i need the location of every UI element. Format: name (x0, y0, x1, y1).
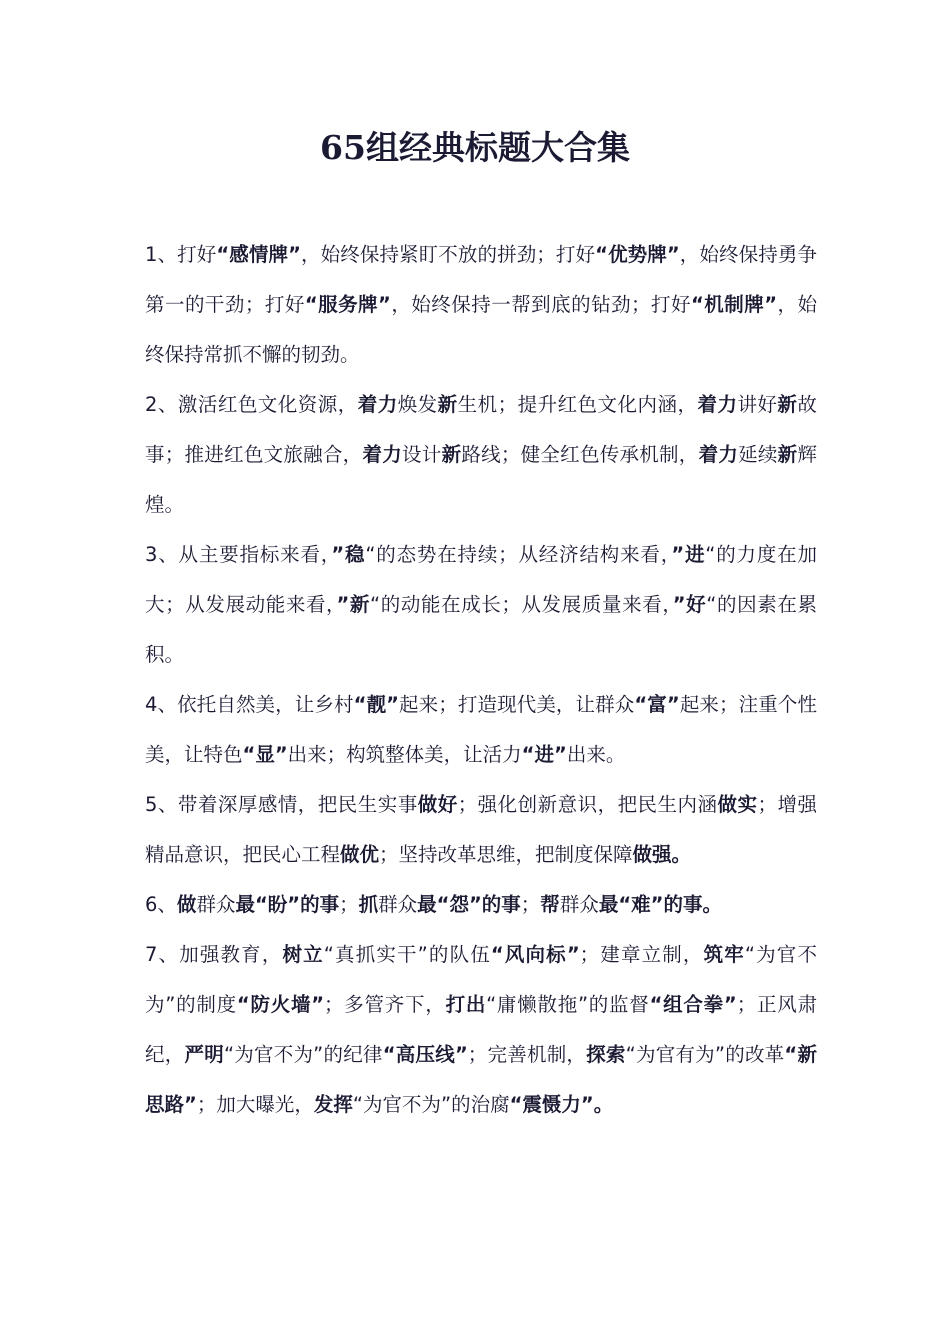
body-text: 群众 (378, 893, 418, 916)
emphasis-text: 新 (441, 443, 462, 466)
body-text: 出来。 (566, 743, 626, 766)
emphasis-text: 做强。 (632, 843, 692, 866)
emphasis-text: 着力 (698, 443, 739, 466)
body-text: ，始终保持一帮到底的钻劲；打好 (390, 293, 691, 316)
body-text: ；增强精品意识，把民心工程 (145, 793, 817, 866)
emphasis-text: 新 (777, 443, 798, 466)
emphasis-text: 着力 (697, 393, 738, 416)
emphasis-text: 做好 (417, 793, 458, 816)
body-text: ； (339, 893, 359, 916)
body-text: 讲好 (737, 393, 778, 416)
emphasis-text: 探索 (586, 1043, 626, 1066)
emphasis-text: “靓” (353, 693, 399, 716)
body-text: ；坚持改革思维，把制度保障 (379, 843, 633, 866)
paragraph (145, 780, 817, 880)
emphasis-text: 做优 (340, 843, 380, 866)
body-text: 3、从主要指标来看， (145, 543, 332, 566)
body-text: 群众 (196, 893, 236, 916)
emphasis-text: 新 (777, 393, 798, 416)
emphasis-text: ”新 (336, 593, 370, 616)
document-title: 65组经典标题大合集 (320, 128, 630, 167)
emphasis-text: “感情牌” (216, 243, 301, 266)
emphasis-text: 做 (176, 893, 197, 916)
body-text: “真抓实干”的队伍 (323, 943, 491, 966)
emphasis-text: “优势牌” (595, 243, 680, 266)
emphasis-text: ”稳 (331, 543, 366, 566)
body-text: ；多管齐下， (324, 993, 446, 1016)
emphasis-text: 抓 (358, 893, 379, 916)
emphasis-text: 帮 (540, 893, 560, 916)
emphasis-text: 最“怨”的事 (417, 893, 521, 916)
document-body (145, 230, 817, 1130)
body-text: 辉煌。 (145, 443, 817, 516)
emphasis-text: 新 (437, 393, 458, 416)
body-text: ，始终保持紧盯不放的拼劲；打好 (300, 243, 596, 266)
body-text: 出来；构筑整体美，让活力 (287, 743, 522, 766)
emphasis-text: 严明 (184, 1043, 224, 1066)
body-text: ，始终保持常抓不懈的韧劲。 (145, 293, 817, 366)
emphasis-text: 发挥 (313, 1093, 353, 1116)
body-text: 延续 (738, 443, 778, 466)
body-text: 故事；推进红色文旅融合， (145, 393, 817, 466)
emphasis-text: 着力 (362, 443, 403, 466)
paragraph (145, 880, 817, 930)
emphasis-text: “服务牌” (304, 293, 391, 316)
emphasis-text: ”进 (671, 543, 706, 566)
paragraph (145, 930, 817, 1130)
body-text: ；完善机制， (467, 1043, 587, 1066)
body-text: “的态势在持续；从经济结构来看， (365, 543, 672, 566)
body-text: ；强化创新意识，把民生内涵 (457, 793, 718, 816)
paragraph (145, 230, 817, 380)
emphasis-text: 最“盼”的事 (235, 893, 340, 916)
emphasis-text: “震慑力”。 (509, 1093, 614, 1116)
emphasis-text: 筑牢 (703, 943, 745, 966)
body-text: 路线；健全红色传承机制， (461, 443, 699, 466)
body-text: “为官不为”的制度 (145, 943, 817, 1016)
body-text: “的动能在成长；从发展质量来看， (370, 593, 673, 616)
body-text: “庸懒散拖”的监督 (486, 993, 650, 1016)
emphasis-text: ”好 (672, 593, 707, 616)
body-text: ；加大曝光， (196, 1093, 314, 1116)
body-text: 群众 (559, 893, 599, 916)
body-text: 起来；打造现代美，让群众 (398, 693, 635, 716)
emphasis-text: “新思路” (145, 1043, 817, 1116)
body-text: 起来；注重个性美，让特色 (145, 693, 817, 766)
emphasis-text: “防火墙” (236, 993, 325, 1016)
body-text: ，始终保持勇争第一的干劲；打好 (145, 243, 817, 316)
body-text: 7、加强教育， (145, 943, 283, 966)
body-text: ；正风肃纪， (145, 993, 817, 1066)
paragraph (145, 680, 817, 780)
body-text: ；建章立制， (579, 943, 704, 966)
body-text: “的力度在加大；从发展动能来看， (145, 543, 817, 616)
emphasis-text: “富” (634, 693, 680, 716)
emphasis-text: 做实 (717, 793, 758, 816)
emphasis-text: 打出 (445, 993, 487, 1016)
body-text: ； (520, 893, 541, 916)
emphasis-text: 最“难”的事。 (598, 893, 722, 916)
paragraph (145, 530, 817, 680)
emphasis-text: “高压线” (382, 1043, 468, 1066)
body-text: 4、依托自然美，让乡村 (145, 693, 354, 716)
body-text: 1、打好 (145, 243, 217, 266)
body-text: “的因素在累积。 (145, 593, 817, 666)
body-text: “为官不为”的治腐 (352, 1093, 510, 1116)
body-text: 焕发 (397, 393, 438, 416)
emphasis-text: “机制牌” (690, 293, 778, 316)
emphasis-text: 树立 (282, 943, 324, 966)
emphasis-text: “组合拳” (649, 993, 737, 1016)
body-text: 5、带着深厚感情，把民生实事 (145, 793, 418, 816)
emphasis-text: “显” (242, 743, 288, 766)
emphasis-text: 着力 (357, 393, 398, 416)
body-text: 6、 (145, 893, 177, 916)
paragraph (145, 380, 817, 530)
body-text: “为官有为”的改革 (625, 1043, 785, 1066)
body-text: 2、激活红色文化资源， (145, 393, 358, 416)
body-text: 生机；提升红色文化内涵， (457, 393, 698, 416)
body-text: 设计 (402, 443, 442, 466)
body-text: “为官不为”的纪律 (223, 1043, 383, 1066)
emphasis-text: “风向标” (490, 943, 580, 966)
emphasis-text: “进” (521, 743, 567, 766)
